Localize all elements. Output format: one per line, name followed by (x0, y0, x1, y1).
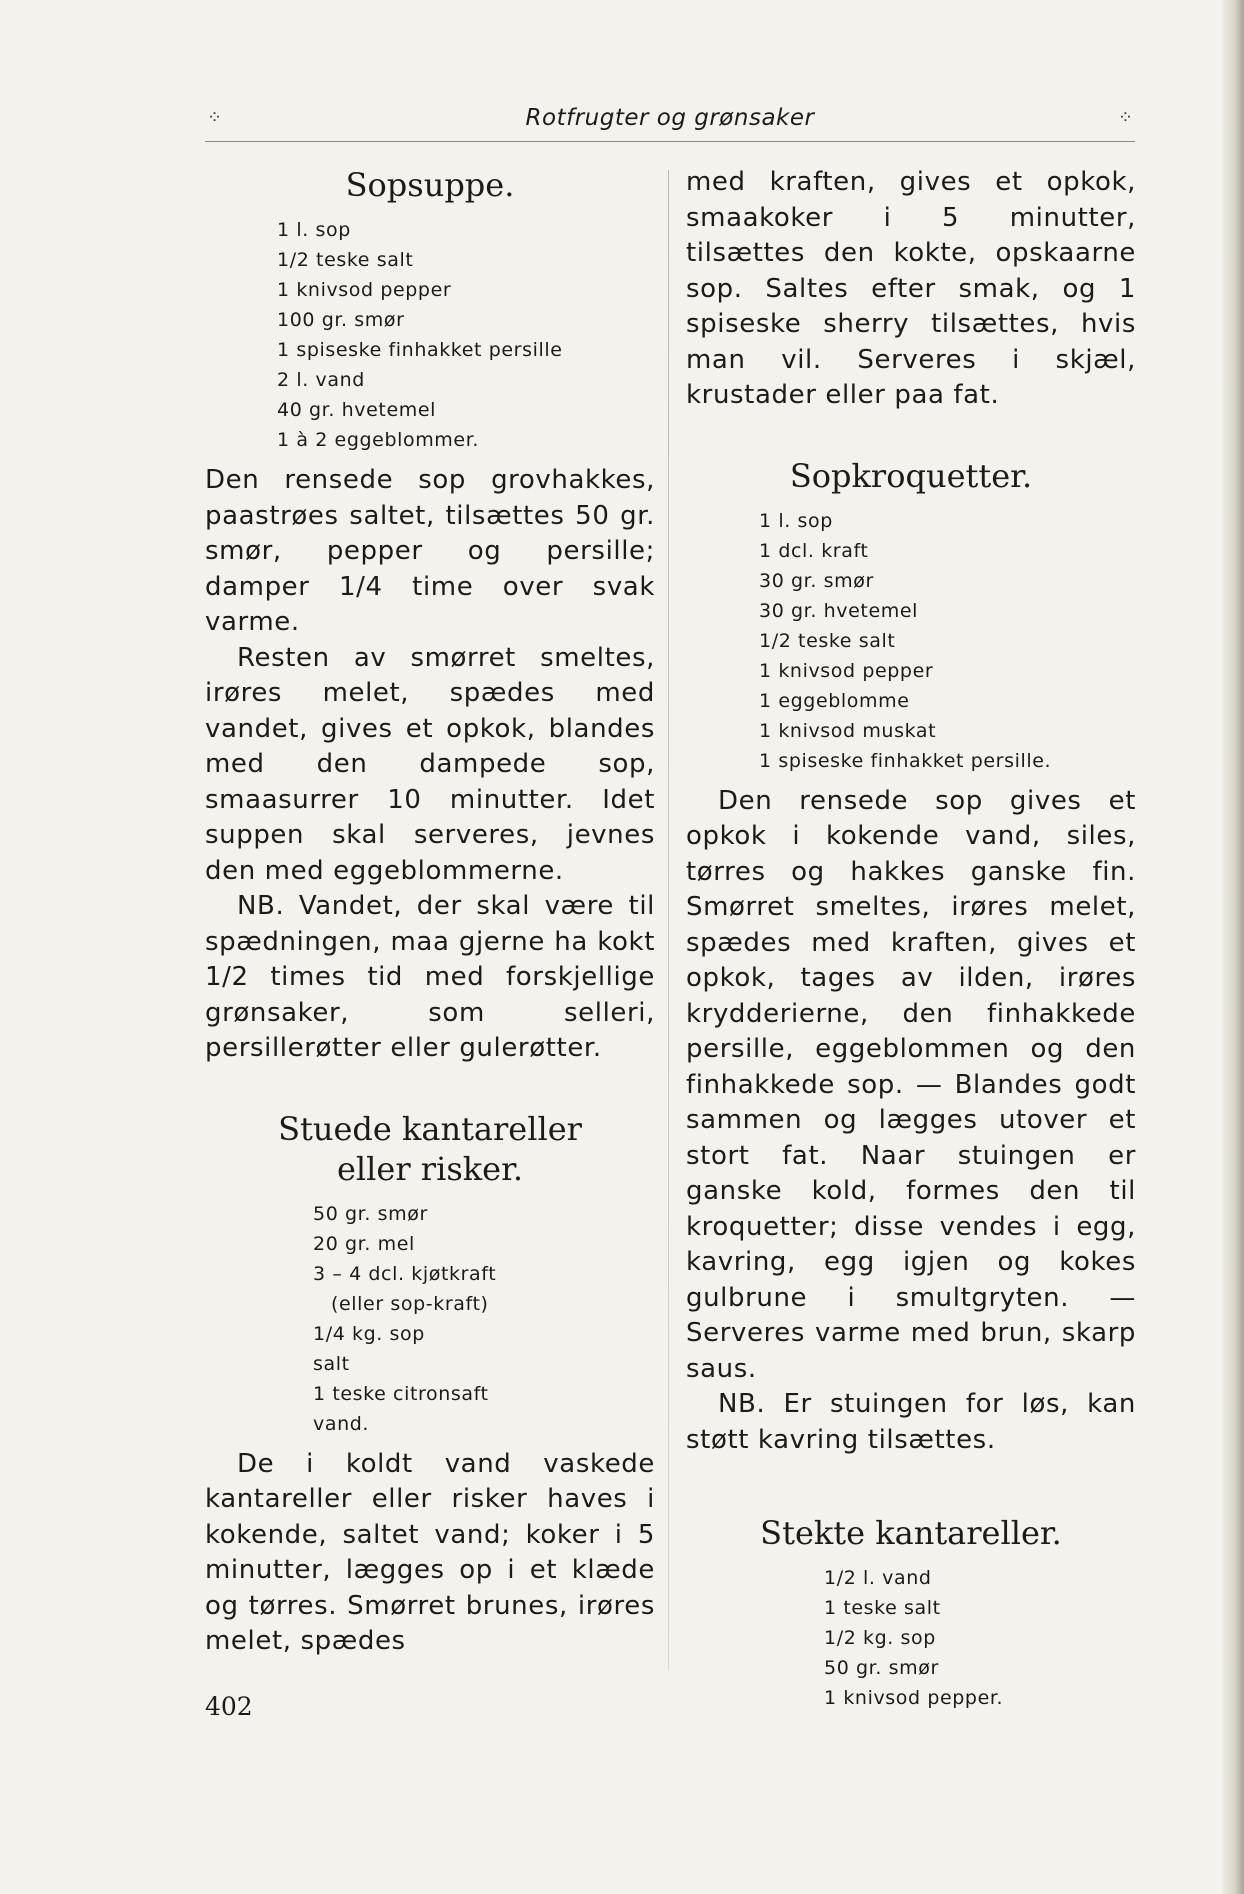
ingredient-item: 30 gr. hvetemel (759, 599, 919, 622)
ingredient-item: 1/4 kg. sop (313, 1322, 425, 1345)
ingredient-item: 1 spiseske finhakket persille. (759, 749, 1052, 772)
ingredient-item: 1 dcl. kraft (759, 539, 869, 562)
recipe-title-stuede-kantareller: Stuede kantareller eller risker. (278, 1109, 582, 1188)
ingredient-item: 1 l. sop (759, 509, 833, 532)
ingredient-item: 1/2 kg. sop (824, 1627, 936, 1649)
ingredient-item: 1/2 l. vand (824, 1567, 932, 1589)
ingredient-list-sopkroquetter (686, 506, 1136, 776)
ingredient-item: 1 teske salt (824, 1597, 941, 1619)
right-column (686, 165, 1136, 1721)
paragraph: med kraften, gives et opkok, smaakoker i 5 minutter, tilsættes den kokte, opskaarne sop. Saltes efter smak, og 1 spiseske sherry tilsættes, hvis man vil. Serveres i skjæl, krustader eller paa fat. (686, 167, 1136, 410)
ingredient-item: 1 eggeblomme (759, 689, 910, 712)
ingredient-list-stekte-kantareller (686, 1563, 1136, 1713)
ingredient-item: 3 – 4 dcl. kjøtkraft (313, 1262, 497, 1285)
ingredient-item: 2 l. vand (277, 369, 365, 391)
recipe-title-sopsuppe: Sopsuppe. (345, 166, 515, 204)
ingredient-item: (eller sop-kraft) (331, 1292, 489, 1315)
running-header (205, 103, 1135, 142)
paragraph: Resten av smørret smeltes, irøres melet, spædes med vandet, gives et opkok, blandes med den dampede sop, smaasurrer 10 minutter. Idet suppen skal serveres, jevnes den med eggeblommerne. (205, 642, 655, 886)
recipe-title-stekte-kantareller: Stekte kantareller. (760, 1514, 1062, 1552)
ornament-right-icon: ⁘ (1117, 107, 1133, 128)
left-column (205, 165, 655, 1660)
ingredient-item: 30 gr. smør (759, 569, 874, 592)
column-divider (668, 170, 669, 1670)
ingredient-item: vand. (313, 1412, 370, 1435)
ingredient-item: 1 knivsod muskat (759, 719, 937, 742)
ingredient-item: 50 gr. smør (313, 1202, 428, 1225)
running-header-title: Rotfrugter og grønsaker (525, 105, 815, 131)
paragraph: Den rensede sop gives et opkok i kokende vand, siles, tørres og hakkes ganske fin. Smørret smeltes, irøres melet, spædes med kraften, gives et opkok, tages av ilden, irøres krydderierne, den finhakkede persille, eggeblommen og den finhakkede sop. — Blandes godt sammen og lægges utover et stort fat. Naar stuingen er ganske kold, formes den til kroquetter; disse vendes i egg, kavring, egg igjen og kokes gulbrune i smultgryten. — Serveres varme med brun, skarp saus. (686, 785, 1136, 1384)
ingredient-item: 1 knivsod pepper (759, 659, 934, 682)
ingredient-item: 40 gr. hvetemel (277, 399, 437, 421)
ingredient-item: 1 à 2 eggeblommer. (277, 429, 480, 451)
ingredient-list-sopsuppe (205, 215, 655, 455)
ingredient-item: 1/2 teske salt (277, 249, 414, 271)
ingredient-item: 50 gr. smør (824, 1657, 939, 1679)
ingredient-item: 1/2 teske salt (759, 629, 896, 652)
ingredient-item: 20 gr. mel (313, 1232, 415, 1255)
ingredient-list-stuede-kantareller (205, 1199, 655, 1439)
ingredient-item: 1 knivsod pepper (277, 279, 452, 301)
paragraph: NB. Er stuingen for løs, kan støtt kavring tilsættes. (686, 1389, 1136, 1455)
ingredient-item: 1 l. sop (277, 219, 351, 241)
paragraph: Den rensede sop grovhakkes, paastrøes saltet, tilsættes 50 gr. smør, pepper og persille; damper 1/4 time over svak varme. (205, 465, 655, 637)
ingredient-item: 1 knivsod pepper. (824, 1687, 1004, 1709)
ingredient-item: 1 spiseske finhakket persille (277, 339, 563, 361)
ingredient-item: 100 gr. smør (277, 309, 405, 331)
ornament-left-icon: ⁘ (207, 107, 223, 128)
paragraph: NB. Vandet, der skal være til spædningen, maa gjerne ha kokt 1/2 times tid med forskjellige grønsaker, som selleri, persillerøtter eller gulerøtter. (205, 891, 655, 1063)
recipe-title-sopkroquetter: Sopkroquetter. (789, 456, 1033, 495)
paragraph: De i koldt vand vaskede kantareller eller risker haves i kokende, saltet vand; koker i 5 minutter, lægges op i et klæde og tørres. Smørret brunes, irøres melet, spædes (205, 1448, 655, 1656)
ingredient-item: 1 teske citronsaft (313, 1382, 489, 1405)
ingredient-item: salt (313, 1352, 350, 1375)
page-edge-shadow (1222, 0, 1244, 1894)
page-number: 402 (205, 1692, 253, 1721)
